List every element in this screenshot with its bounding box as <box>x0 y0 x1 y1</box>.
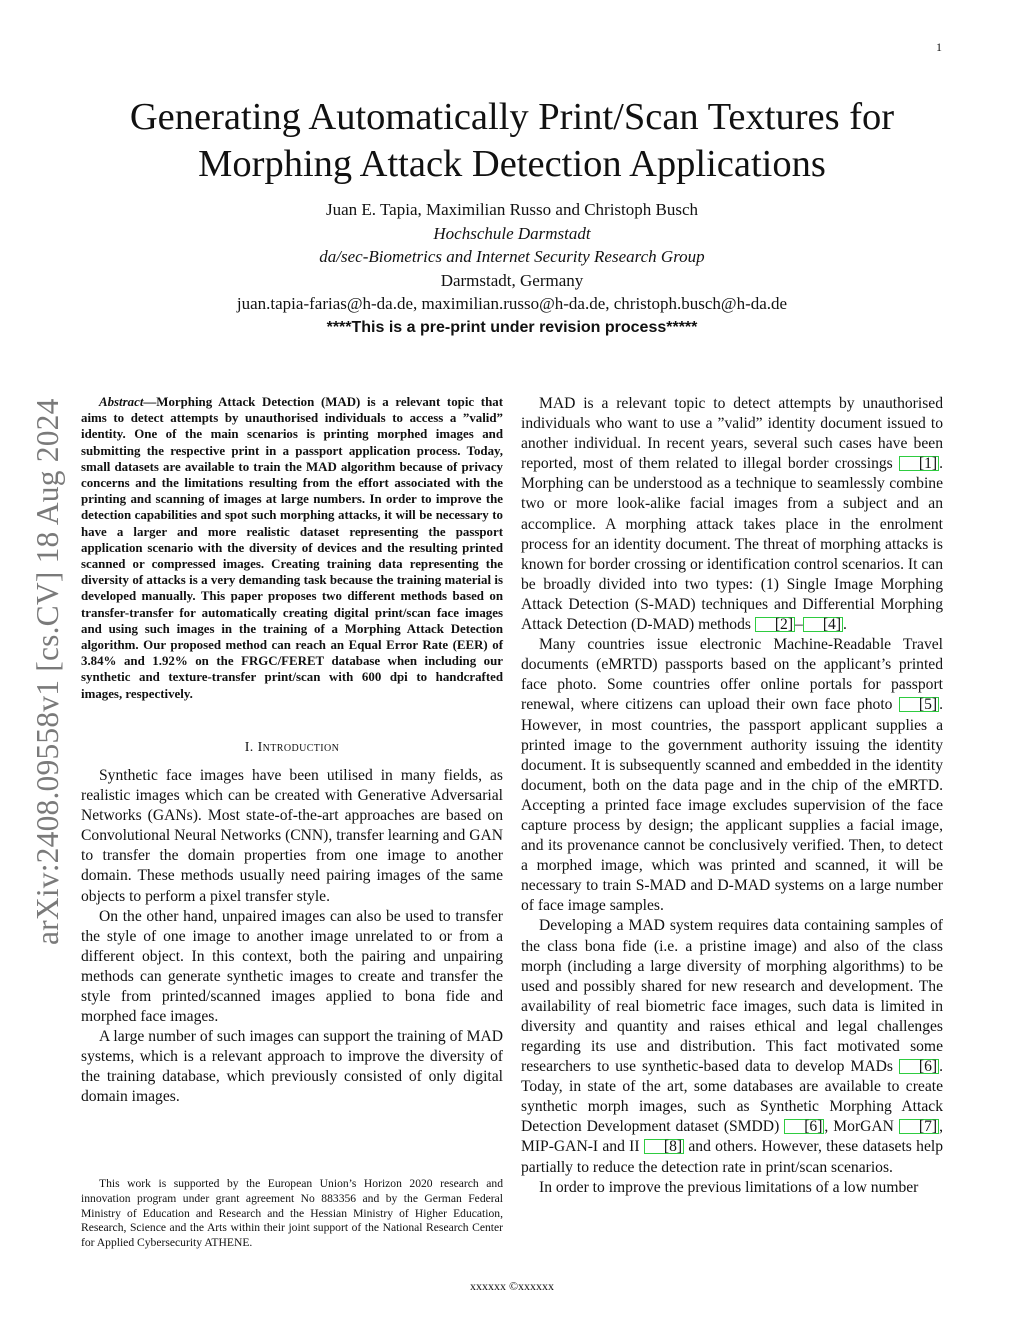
citation-link[interactable]: [5] <box>899 697 939 712</box>
text-run: . <box>843 616 847 634</box>
citation-link[interactable]: [6] <box>899 1059 939 1074</box>
section-numeral: I. <box>244 739 258 755</box>
text-run: Many countries issue electronic Machine-Readable Travel documents (eMRTD) passports based on the applicant’s printed face photo. Some countries offer online portals for passport renewal, where citizens can upload their own face photo <box>521 636 943 714</box>
abstract <box>81 394 503 702</box>
author-block <box>80 198 944 339</box>
citation-link[interactable]: [6] <box>784 1119 824 1134</box>
right-paragraph-2 <box>521 635 943 916</box>
text-run: MAD is a relevant topic to detect attempts by unauthorised individuals who want to use a ”valid” identity document issued to another individual. In recent years, several such cases have been reported, most of them related to illegal border crossings <box>521 395 943 473</box>
abstract-text: —Morphing Attack Detection (MAD) is a relevant topic that aims to detect attempts by unauthorised individuals to access a ”valid” identity. One of the main scenarios is printing morphed images and submitting the respective print in a passport application process. Today, small datasets are available to train the MAD algorithm because of privacy concerns and the limitations resulting from the effort associated with the printing and scanning of images at large numbers. In order to improve the detection capabilities and spot such morphing attacks, it will be necessary to have a larger and more realistic dataset representing the passport application scenario with the diversity of devices and the resulting printed scanned or compressed images. Creating training data representing the diversity of attacks is a very demanding task because the training material is developed manually. This paper proposes two different methods based on transfer-transfer for automatically creating digital print/scan face images and using such images in the training of a Morphing Attack Detection algorithm. Our proposed method can reach an Equal Error Rate (EER) of 3.84% and 1.92% on the FRGC/FERET database when including our synthetic and texture-transfer print/scan with 600 dpi to handcrafted images, respectively. <box>81 395 503 701</box>
text-run: . Morphing can be understood as a technique to seamlessly combine two or more look-alike facial images from a subject and an accomplice. A morphing attack takes place in the enrolment process for an identity document. The threat of morphing attacks is known for border crossing or identification control scenarios. It can be broadly divided into two types: (1) Single Image Morphing Attack Detection (S-MAD) techniques and Differential Morphing Attack Detection (D-MAD) methods <box>521 455 943 634</box>
preprint-note: ****This is a pre-print under revision process***** <box>326 318 698 336</box>
text-run: , MorGAN <box>824 1118 899 1136</box>
text-run: Developing a MAD system requires data containing samples of the class bona fide (i.e. a pristine image) and also of the class morph (including a large diversity of morphing algorithms) to be used and possibly shared for new research and development. The availability of real biometric face images, such data is limited in diversity and quantity and raises ethical and legal challenges regarding its use and distribution. This fact motivated some researchers to use synthetic-based data to develop MADs <box>521 917 943 1076</box>
right-paragraph-3 <box>521 916 943 1177</box>
citation-link[interactable]: [2] <box>755 617 795 632</box>
location: Darmstadt, Germany <box>440 270 584 290</box>
text-run: . Today, in state of the art, some databases are available to create synthetic morph images, such as Synthetic Morphing Attack Detection Development dataset (SMDD) <box>521 1058 943 1136</box>
funding-footnote: This work is supported by the European Union’s Horizon 2020 research and innovation program under grant agreement No 883356 and by the German Federal Ministry of Education and Research and the Hessian Ministry of Higher Education, Research, Science and the Arts within their joint support of the National Research Center for Applied Cybersecurity ATHENE. <box>81 1177 503 1250</box>
arxiv-identifier-stamp: arXiv:2408.09558v1 [cs.CV] 18 Aug 2024 <box>30 398 65 945</box>
page-number: 1 <box>936 40 942 54</box>
text-run: – <box>795 616 803 634</box>
citation-link[interactable]: [4] <box>803 617 843 632</box>
paper-title: Generating Automatically Print/Scan Textures for Morphing Attack Detection Applications <box>129 96 895 185</box>
right-paragraph-4: In order to improve the previous limitations of a low number <box>539 1178 919 1196</box>
author-names: Juan E. Tapia, Maximilian Russo and Christoph Busch <box>326 200 698 219</box>
intro-paragraph-3: A large number of such images can support the training of MAD systems, which is a relevant approach to improve the diversity of the training database, which previously consisted of only digital domain images. <box>81 1028 503 1106</box>
affiliation: Hochschule Darmstadt <box>433 223 591 243</box>
citation-link[interactable]: [1] <box>899 456 939 471</box>
research-group: da/sec-Biometrics and Internet Security Research Group <box>319 247 705 266</box>
right-column <box>521 394 943 1198</box>
section-heading-introduction <box>81 738 503 758</box>
abstract-label: Abstract <box>99 395 144 409</box>
right-paragraph-1 <box>521 394 943 635</box>
section-title: Introduction <box>257 739 340 755</box>
citation-link[interactable]: [8] <box>644 1139 684 1154</box>
intro-paragraph-2: On the other hand, unpaired images can also be used to transfer the style of one image to another image unrelated to or from a different object. In this context, both the pairing and unpairing methods can generate synthetic images to create and transfer the style from printed/scanned images applied to bona fide and morphed face images. <box>81 907 503 1026</box>
intro-paragraph-1: Synthetic face images have been utilised in many fields, as realistic images which can be created with Generative Adversarial Networks (GANs). Most state-of-the-art approaches are based on Convolutional Neural Networks (CNN), transfer learning and GAN to transfer the domain properties from one image to another domain. These methods usually need pairing images of the same objects to perform a pixel transfer style. <box>81 766 503 905</box>
citation-link[interactable]: [7] <box>899 1119 939 1134</box>
text-run: and others. However, these datasets help partially to reduce the detection rate in print/scan scenarios. <box>521 1138 943 1176</box>
footer-copyright: xxxxxx ©xxxxxx <box>469 1279 555 1293</box>
text-run: . However, in most countries, the passport applicant supplies a printed image to the government authority issuing the identity document. It is subsequently scanned and embedded in the identity document, both on the data page and in the chip of the eMRTD. Accepting a printed face image excludes supervision of the face capture process by design; the applicant supplies a facial image, and its provenance cannot be conclusively verified. Then, to detect a morphed image, which was printed and scanned, it will be necessary to train S-MAD and D-MAD systems on a large number of face image samples. <box>521 696 943 915</box>
left-column <box>81 394 503 1108</box>
author-emails: juan.tapia-farias@h-da.de, maximilian.russo@h-da.de, christoph.busch@h-da.de <box>236 294 788 313</box>
text-run: , MIP-GAN-I and II <box>521 1118 943 1156</box>
